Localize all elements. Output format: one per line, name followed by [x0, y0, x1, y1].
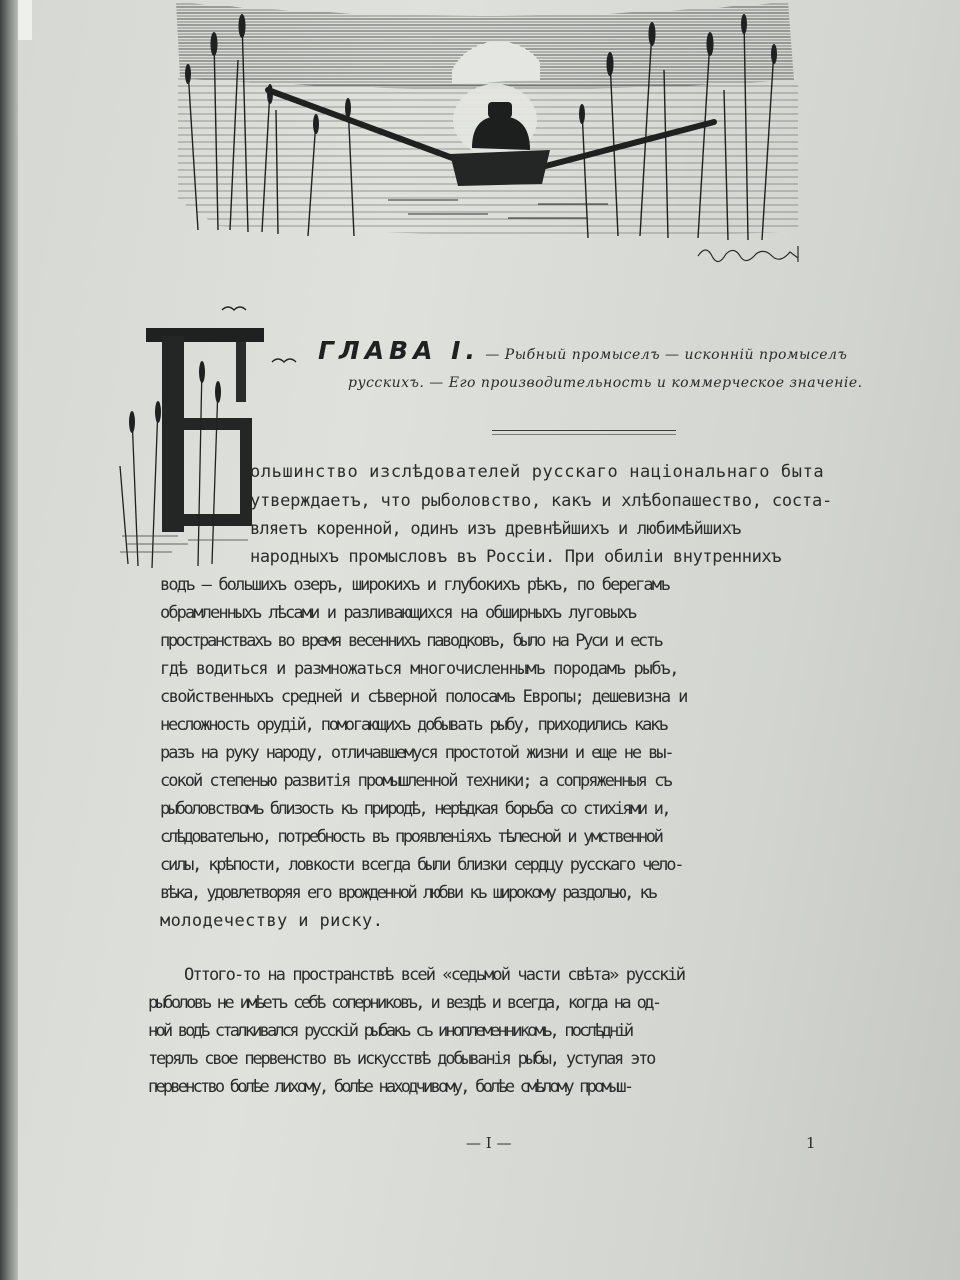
text-line: пространствахъ во время весеннихъ паводковъ, было на Руси и есть: [160, 631, 662, 651]
chapter-label: ГЛАВА І.: [318, 336, 480, 365]
text-line: ной водѣ сталкивался русскій рыбакъ съ иноплеменникомъ, послѣдній: [148, 1021, 632, 1041]
text-line: первенство болѣе лихому, болѣе находчивому, болѣе смѣлому промыш-: [148, 1077, 632, 1097]
text-line: молодечеству и риску.: [160, 911, 384, 931]
header-etching-illustration: [158, 0, 808, 270]
text-line: терялъ свое первенство въ искусствѣ добыванія рыбы, уступая это: [148, 1049, 655, 1069]
text-line: гдѣ водиться и размножаться многочисленнымъ породамъ рыбъ,: [160, 659, 679, 679]
book-gutter: [0, 0, 18, 1280]
heading-divider-secondary: [492, 434, 676, 435]
text-line: силы, крѣпости, ловкости всегда были близки сердцу русскаго чело-: [160, 855, 683, 875]
adjacent-page-edge: [18, 0, 32, 40]
chapter-title-line-2: русскихъ. — Его производительность и коммерческое значеніе.: [348, 375, 863, 391]
decorative-drop-cap: [118, 296, 298, 586]
text-line: слѣдовательно, потребность въ проявленіяхъ тѣлесной и умственной: [160, 827, 662, 847]
chapter-heading: [318, 336, 863, 391]
signature-scribble: [694, 242, 804, 264]
illustration-signature: [694, 242, 804, 264]
page-number-center: — I —: [466, 1134, 512, 1152]
text-line: несложность орудій, помогающихъ добывать рыбу, приходились какъ: [160, 715, 667, 735]
text-line: вляетъ коренной, одинъ изъ древнѣйшихъ и любимѣйшихъ: [250, 519, 741, 539]
text-line: вѣка, удовлетворяя его врожденной любви къ широкому раздолью, къ: [160, 883, 656, 903]
text-line: сокой степенью развитія промышленной техники; а сопряженныя съ: [160, 771, 671, 791]
text-line: рыболовъ не имѣетъ себѣ соперниковъ, и вездѣ и всегда, когда на од-: [148, 993, 660, 1013]
text-line: утверждаетъ, что рыболовство, какъ и хлѣбопашество, соста-: [250, 491, 833, 511]
text-line: рыболовствомъ близость къ природѣ, нерѣдкая борьба со стихіями и,: [160, 799, 670, 819]
text-line: обрамленныхъ лѣсами и разливающихся на обширныхъ луговыхъ: [160, 603, 636, 623]
book-page: [18, 0, 960, 1280]
chapter-title-line-1: — Рыбный промыселъ — исконній промыселъ: [485, 347, 848, 363]
text-line: разъ на руку народу, отличавшемуся простотой жизни и еще не вы-: [160, 743, 673, 763]
text-line: свойственныхъ средней и сѣверной полосамъ Европы; дешевизна и: [160, 687, 687, 707]
text-line: ольшинство изслѣдователей русскаго національнаго быта: [250, 462, 825, 482]
text-line: народныхъ промысловъ въ Россіи. При обиліи внутреннихъ: [250, 547, 782, 567]
text-line: Оттого-то на пространствѣ всей «седьмой части свѣта» русскій: [184, 965, 685, 985]
text-line: водъ — большихъ озеръ, широкихъ и глубокихъ рѣкъ, по берегамъ: [160, 575, 669, 595]
page-number-right: 1: [806, 1134, 816, 1152]
heading-divider: [492, 430, 676, 431]
